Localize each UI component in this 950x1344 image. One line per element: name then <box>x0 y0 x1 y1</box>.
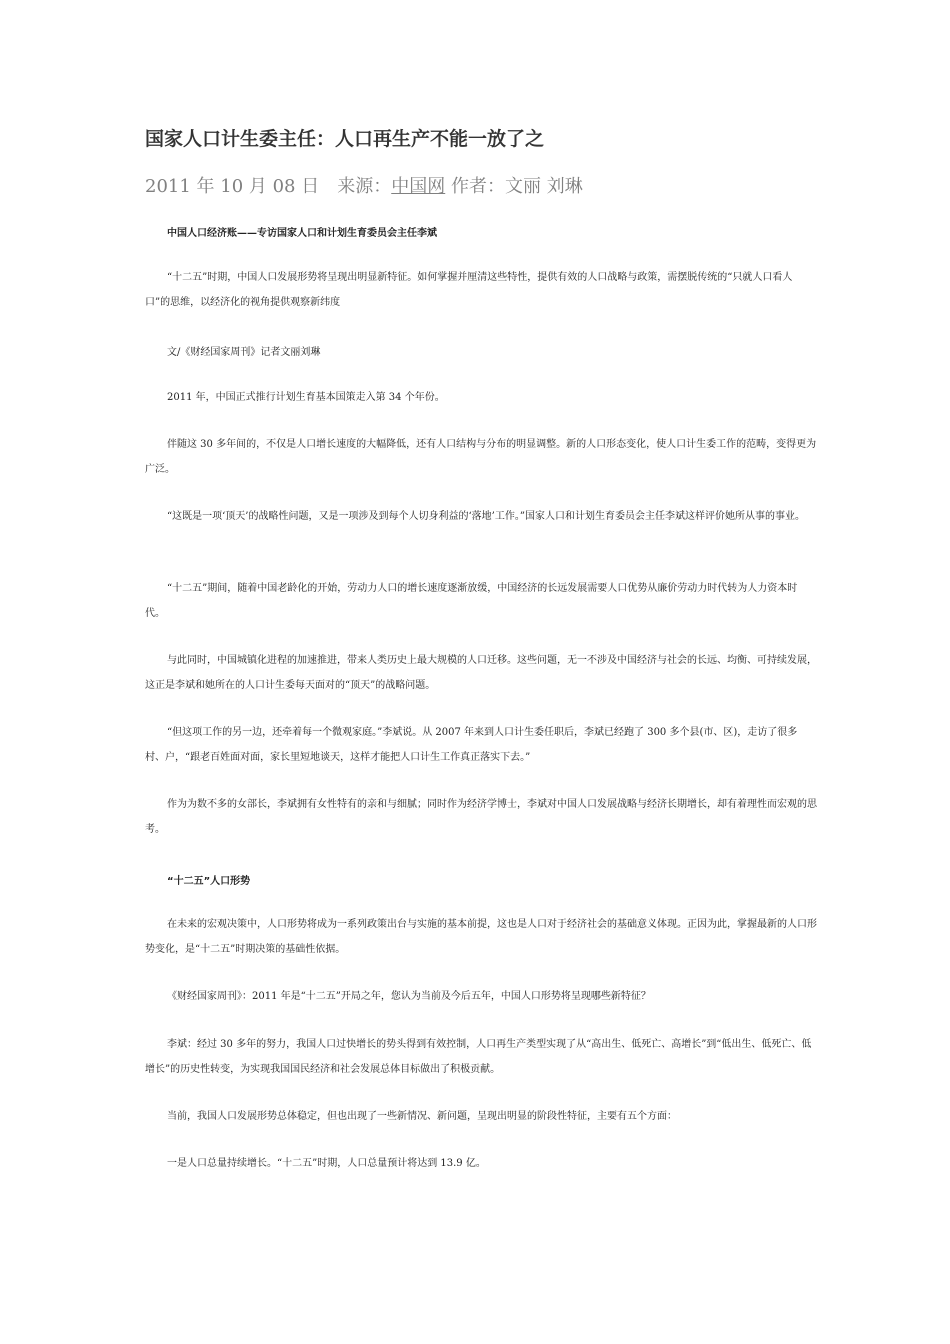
paragraph-2: 文/《财经国家周刊》记者文丽刘琳 <box>167 347 321 358</box>
subheading-main: 中国人口经济账——专访国家人口和计划生育委员会主任李斌 <box>167 228 437 239</box>
paragraph-1: “十二五”时期，中国人口发展形势将呈现出明显新特征。如何掌握并厘清这些特性，提供有效的人口战略与政策，需摆脱传统的“只就人口看人口”的思维，以经济化的视角提供观察新纬度 <box>145 272 793 308</box>
paragraph-3: 2011 年，中国正式推行计划生育基本国策走入第 34 个年份。 <box>167 392 445 403</box>
paragraph-6: “十二五”期间，随着中国老龄化的开始，劳动力人口的增长速度逐渐放缓，中国经济的长远发展需要人口优势从廉价劳动力时代转为人力资本时代。 <box>145 583 798 619</box>
article-title: 国家人口计生委主任：人口再生产不能一放了之 <box>145 128 545 150</box>
paragraph-14: 一是人口总量持续增长。“十二五”时期，人口总量预计将达到 13.9 亿。 <box>167 1158 486 1169</box>
article-author: 作者：文丽 刘琳 <box>450 176 583 197</box>
subheading-2: “十二五”人口形势 <box>167 876 251 887</box>
paragraph-12: 李斌：经过 30 多年的努力，我国人口过快增长的势头得到有效控制，人口再生产类型实现了从“高出生、低死亡、高增长”到“低出生、低死亡、低增长”的历史性转变，为实现我国国民经济和社会发展总体目标做出了积极贡献。 <box>145 1039 812 1075</box>
article-date: 2011 年 10 月 08 日 <box>145 176 320 197</box>
paragraph-13: 当前，我国人口发展形势总体稳定，但也出现了一些新情况、新问题，呈现出明显的阶段性特征，主要有五个方面： <box>167 1111 677 1122</box>
paragraph-4: 伴随这 30 多年间的，不仅是人口增长速度的大幅降低，还有人口结构与分布的明显调整。新的人口形态变化，使人口计生委工作的范畴，变得更为广泛。 <box>145 439 817 475</box>
source-label: 来源： <box>337 176 392 197</box>
paragraph-5: “这既是一项‘顶天’的战略性问题，又是一项涉及到每个人切身利益的‘落地’工作。”国家人口和计划生育委员会主任李斌这样评价她所从事的事业。 <box>167 511 805 522</box>
paragraph-10: 在未来的宏观决策中，人口形势将成为一系列政策出台与实施的基本前提，这也是人口对于经济社会的基础意义体现。正因为此，掌握最新的人口形势变化，是“十二五”时期决策的基础性依据。 <box>145 919 817 955</box>
paragraph-9: 作为为数不多的女部长，李斌拥有女性特有的亲和与细腻；同时作为经济学博士，李斌对中国人口发展战略与经济长期增长，却有着理性而宏观的思考。 <box>145 799 817 835</box>
source-link[interactable]: 中国网 <box>391 176 446 197</box>
paragraph-11: 《财经国家周刊》：2011 年是“十二五”开局之年，您认为当前及今后五年，中国人口形势将呈现哪些新特征？ <box>167 991 651 1002</box>
paragraph-7: 与此同时，中国城镇化进程的加速推进，带来人类历史上最大规模的人口迁移。这些问题，无一不涉及中国经济与社会的长远、均衡、可持续发展，这正是李斌和她所在的人口计生委每天面对的“顶天”的战略问题。 <box>145 655 817 691</box>
paragraph-8: “但这项工作的另一边，还牵着每一个微观家庭。”李斌说。从 2007 年来到人口计生委任职后，李斌已经跑了 300 多个县(市、区)，走访了很多村、户，“跟老百姓面对面，家长里短地谈天，这样才能把人口计生工作真正落实下去。” <box>145 727 798 763</box>
article-meta <box>145 172 583 198</box>
